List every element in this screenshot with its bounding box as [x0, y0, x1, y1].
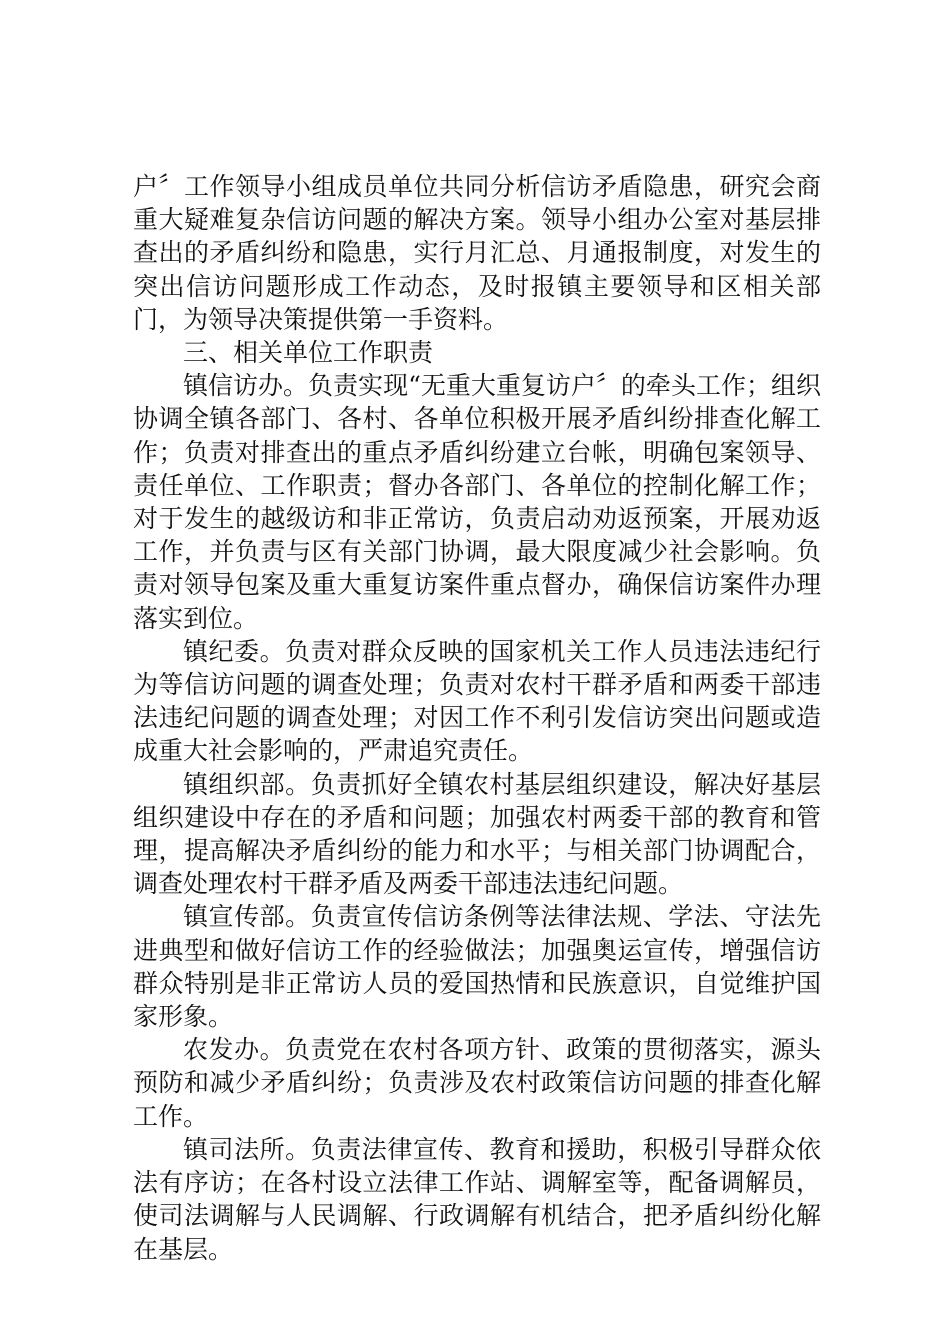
paragraph-publicity-department: 镇宣传部。负责宣传信访条例等法律法规、学法、守法先进典型和做好信访工作的经验做法；加强奥运宣传，增强信访群众特别是非正常访人员的爱国热情和民族意识，自觉维护国家形象。: [133, 902, 821, 1032]
paragraph-organization-department: 镇组织部。负责抓好全镇农村基层组织建设，解决好基层组织建设中存在的矛盾和问题；加强农村两委干部的教育和管理，提高解决矛盾纠纷的能力和水平；与相关部门协调配合，调查处理农村干群矛盾及两委干部违法违纪问题。: [133, 769, 821, 899]
paragraph-agricultural-office: 农发办。负责党在农村各项方针、政策的贯彻落实，源头预防和减少矛盾纠纷；负责涉及农村政策信访问题的排查化解工作。: [133, 1035, 821, 1131]
paragraph-petition-office: 镇信访办。负责实现“无重大重复访户〞的牵头工作；组织协调全镇各部门、各村、各单位积极开展矛盾纠纷排查化解工作；负责对排查出的重点矛盾纠纷建立台帐，明确包案领导、责任单位、工作职责；督办各部门、各单位的控制化解工作；对于发生的越级访和非正常访，负责启动劝返预案，开展劝返工作，并负责与区有关部门协调，最大限度减少社会影响。负责对领导包案及重大重复访案件重点督办，确保信访案件办理落实到位。: [133, 371, 821, 633]
paragraph-discipline-committee: 镇纪委。负责对群众反映的国家机关工作人员违法违纪行为等信访问题的调查处理；负责对农村干群矛盾和两委干部违法违纪问题的调查处理；对因工作不利引发信访突出问题或造成重大社会影响的，严肃追究责任。: [133, 636, 821, 766]
section-heading-responsibilities: 三、相关单位工作职责: [183, 338, 434, 368]
paragraph-continued-intro: 户〞工作领导小组成员单位共同分析信访矛盾隐患，研究会商重大疑难复杂信访问题的解决方案。领导小组办公室对基层排查出的矛盾纠纷和隐患，实行月汇总、月通报制度，对发生的突出信访问题形成工作动态，及时报镇主要领导和区相关部门，为领导决策提供第一手资料。: [133, 172, 821, 334]
paragraph-judicial-office: 镇司法所。负责法律宣传、教育和援助，积极引导群众依法有序访；在各村设立法律工作站、调解室等，配备调解员，使司法调解与人民调解、行政调解有机结合，把矛盾纠纷化解在基层。: [133, 1134, 821, 1264]
document-page: [133, 170, 821, 1266]
